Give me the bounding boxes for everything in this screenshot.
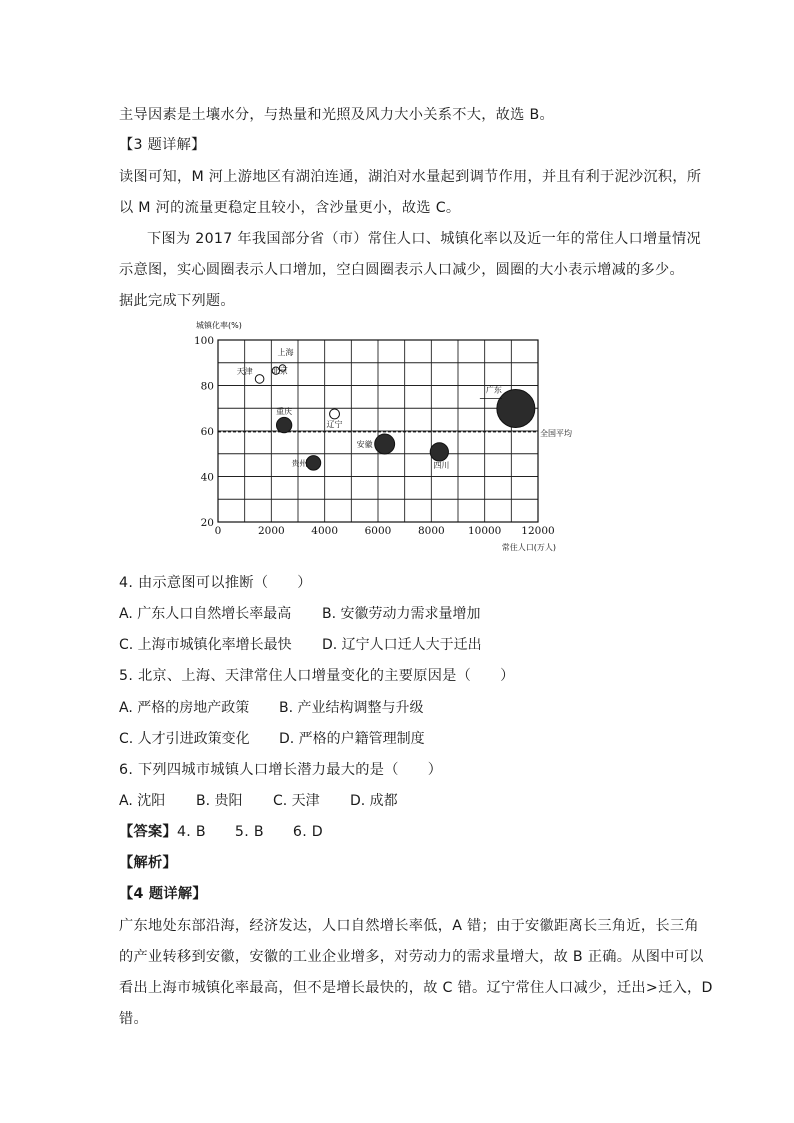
analysis-line-1: 广东地处东部沿海，经济发达，人口自然增长率低，A 错；由于安徽距离长三角近，长三角 bbox=[119, 918, 699, 934]
y-tick-label: 100 bbox=[193, 335, 214, 347]
y-tick-label: 40 bbox=[200, 471, 214, 484]
q6-option-c: C. 天津 bbox=[273, 793, 320, 809]
analysis-line-4: 错。 bbox=[119, 1011, 148, 1027]
data-point-label: 贵州 bbox=[291, 458, 308, 468]
data-point bbox=[330, 409, 340, 419]
data-point-label: 上海 bbox=[277, 347, 294, 357]
data-point-label: 辽宁 bbox=[326, 419, 343, 429]
x-tick-label: 2000 bbox=[257, 525, 285, 537]
q6-option-b: B. 贵阳 bbox=[196, 793, 243, 809]
q5-stem: 5. 北京、上海、天津常住人口增量变化的主要原因是（ ） bbox=[119, 668, 515, 684]
data-point-label: 天津 bbox=[236, 366, 253, 376]
analysis-label: 【解析】 bbox=[119, 855, 177, 871]
analysis-heading-q4: 【4 题详解】 bbox=[119, 886, 207, 902]
data-point bbox=[306, 456, 320, 470]
x-tick-label: 12000 bbox=[521, 525, 555, 537]
prev-line-1: 主导因素是土壤水分，与热量和光照及风力大小关系不大，故选 B。 bbox=[119, 107, 554, 123]
q5-option-c: C. 人才引进政策变化 bbox=[119, 731, 250, 747]
y-tick-label: 20 bbox=[200, 517, 214, 529]
population-urbanization-chart bbox=[190, 318, 610, 554]
answer-line bbox=[119, 821, 323, 841]
q5-option-d: D. 严格的户籍管理制度 bbox=[279, 731, 425, 747]
q6-option-d: D. 成都 bbox=[350, 793, 398, 809]
q4-option-c: C. 上海市城镇化率增长最快 bbox=[119, 637, 292, 653]
intro-line-2: 示意图，实心圆圈表示人口增加，空白圆圈表示人口减少，圆圈的大小表示增减的多少。 bbox=[119, 262, 685, 278]
x-tick-label: 0 bbox=[214, 525, 222, 537]
prev-line-3: 以 M 河的流量更稳定且较小，含沙量更小，故选 C。 bbox=[119, 200, 461, 216]
analysis-line-2: 的产业转移到安徽，安徽的工业企业增多，对劳动力的需求量增大，故 B 正确。从图中可以 bbox=[119, 949, 704, 965]
y-axis-title: 城镇化率(%) bbox=[196, 321, 242, 330]
data-point-label: 广东 bbox=[485, 385, 502, 395]
q6-option-a: A. 沈阳 bbox=[119, 793, 166, 809]
data-point-label: 安徽 bbox=[356, 439, 373, 449]
q5-option-a: A. 严格的房地产政策 bbox=[119, 700, 250, 716]
q6-stem: 6. 下列四城市城镇人口增长潜力最大的是（ ） bbox=[119, 762, 443, 778]
answer-text: 4. B 5. B 6. D bbox=[176, 824, 324, 840]
y-tick-label: 60 bbox=[200, 426, 214, 438]
intro-line-1: 下图为 2017 年我国部分省（市）常住人口、城镇化率以及近一年的常住人口增量情况 bbox=[147, 231, 701, 247]
data-point bbox=[375, 434, 395, 454]
x-tick-label: 10000 bbox=[467, 525, 502, 537]
chart-svg bbox=[190, 318, 610, 554]
data-point-label: 重庆 bbox=[276, 407, 293, 417]
prev-heading-q3: 【3 题详解】 bbox=[119, 137, 206, 153]
x-tick-label: 6000 bbox=[364, 525, 392, 537]
x-axis-title: 常住人口(万人) bbox=[501, 543, 556, 552]
x-tick-label: 4000 bbox=[311, 525, 339, 537]
q4-option-a: A. 广东人口自然增长率最高 bbox=[119, 606, 292, 622]
data-point bbox=[497, 389, 535, 427]
q4-stem: 4. 由示意图可以推断（ ） bbox=[119, 575, 312, 591]
answer-label: 【答案】 bbox=[119, 824, 177, 840]
data-point-label: 北京 bbox=[271, 366, 288, 376]
x-tick-label: 8000 bbox=[417, 525, 445, 537]
y-tick-label: 80 bbox=[200, 380, 214, 393]
q5-option-b: B. 产业结构调整与升级 bbox=[279, 700, 424, 716]
q4-option-d: D. 辽宁人口迁人大于迁出 bbox=[322, 637, 482, 653]
data-point bbox=[255, 375, 264, 384]
q4-option-b: B. 安徽劳动力需求量增加 bbox=[322, 606, 481, 622]
prev-line-2: 读图可知，M 河上游地区有湖泊连通，湖泊对水量起到调节作用，并且有利于泥沙沉积，所 bbox=[119, 169, 702, 185]
national-average-label: 全国平均 bbox=[540, 428, 572, 438]
data-point-label: 四川 bbox=[433, 460, 450, 470]
data-point bbox=[276, 417, 291, 432]
data-point bbox=[430, 443, 448, 461]
analysis-line-3: 看出上海市城镇化率最高，但不是增长最快的，故 C 错。辽宁常住人口减少，迁出>迁入，D bbox=[119, 980, 713, 996]
intro-line-3: 据此完成下列题。 bbox=[119, 293, 235, 309]
